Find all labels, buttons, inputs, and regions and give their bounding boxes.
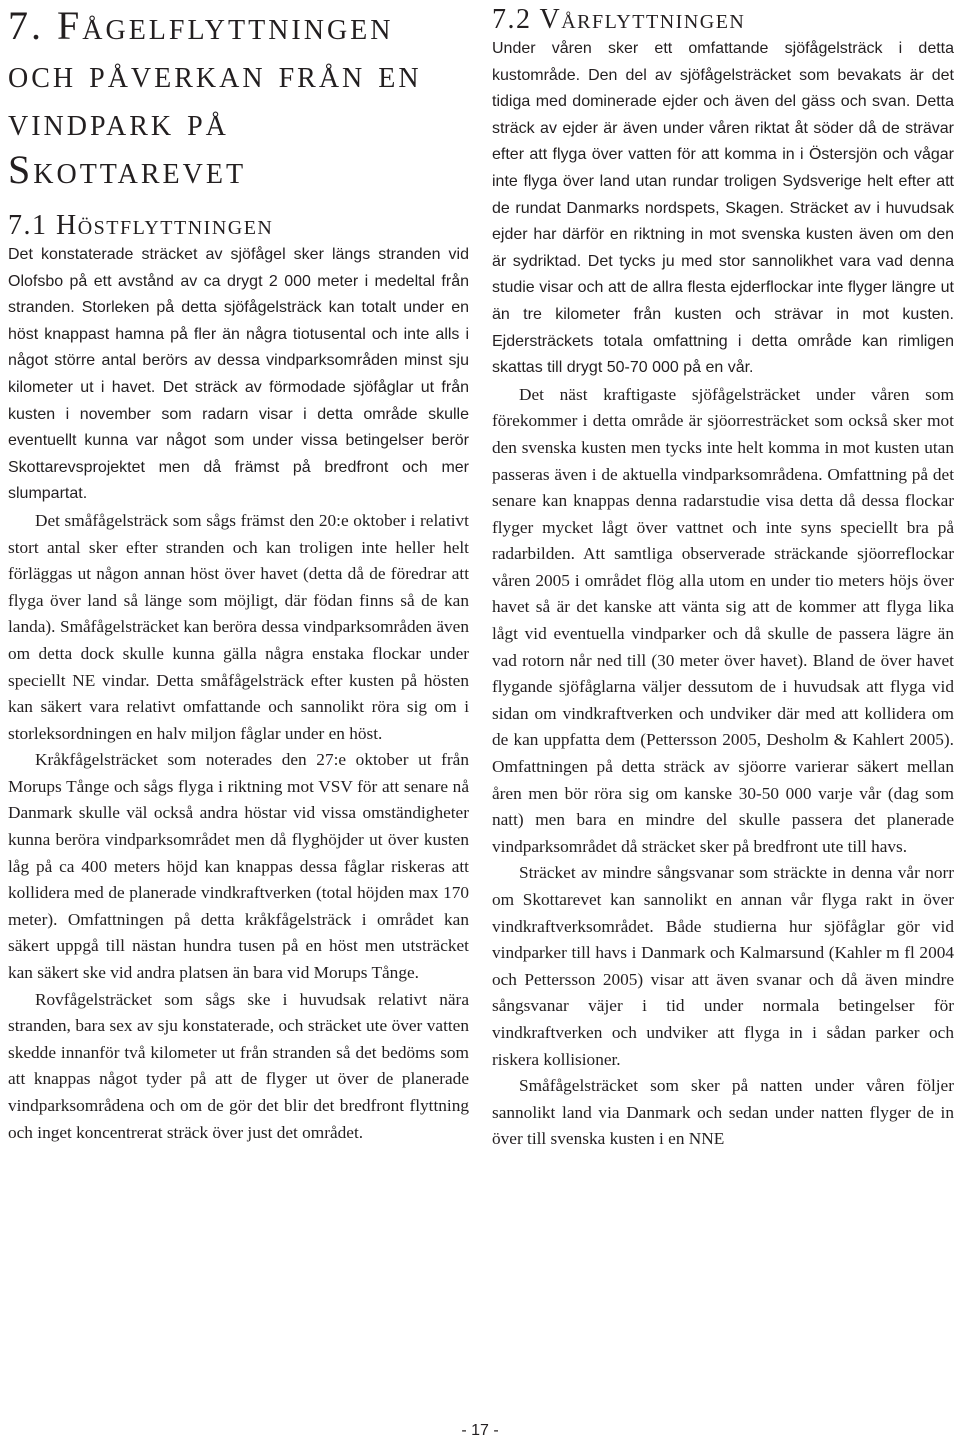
paragraph: Det småfågelsträck som sågs främst den 20:e oktober i relativt stort antal sker efter stranden och kan troligen inte heller helt förläggas ut någon annan höst över havet (detta då de föredrar att flyga över land så länge som möjligt, där födan finns så de kan landa). Småfågelsträcket kan beröra dessa vindparksområden även om detta dock skulle kunna gälla några enstaka flockar under speciellt NE vindar. Detta småfågelsträck efter kusten på hösten kan säkert vara relativt omfattande och sannolikt röra sig om i storleksordningen en halv miljon fåglar under en höst. — [8, 510, 469, 743]
paragraph: Rovfågelsträcket som sågs ske i huvudsak relativt nära stranden, bara sex av sju konstaterade, och sträcket ute över vatten skedde innanför två kilometer ut från stranden så det bedöms som att knappas något tyder på att de flyger ut över de planerade vindparksområdena och om de gör det blir det bredfront flyttning och inget koncentrerat sträck över just det området. — [8, 989, 469, 1142]
paragraph: Sträcket av mindre sångsvanar som sträckte in denna vår norr om Skottarevet kan sannolikt en annan vår flyga rakt in över vindkraftverksområdet. Både studierna hur sjöfåglar gör vid vindparker till havs i Danmark och Kalmarsund (Kahler m fl 2004 och Pettersson 2005) visar att även svanar och då även mindre sångsvanar väjer i tid under normala betingelser för vindkraftverken och undviker att flyga in i sådan parker och riskera kollisioner. — [492, 863, 954, 1069]
paragraph: Det konstaterade sträcket av sjöfågel sker längs stranden vid Olofsbo på ett avstånd av ca drygt 2 000 meter i medeltal från stranden. Storleken på detta sjöfågelsträck kan totalt under en höst knappast hamna på fler än några tiotusental och inte alls i något större antal berörs av dessa vindparksområden minst sju kilometer ut i havet. Det sträck av förmodade sjöfåglar ut från kusten i november som radarn visar i detta område skulle eventuellt kunna var något som under vissa betingelser berör Skottarevsprojektet men då främst på bredfront och mer slumpartat. — [8, 246, 469, 503]
paragraph: Kråkfågelsträcket som noterades den 27:e oktober ut från Morups Tånge och sågs flyga i riktning mot VSV för att senare nå Danmark skulle väl också andra höstar vid vissa omständigheter kunna beröra vindparksområdet men då flyghöjder ut över kusten låg på ca 400 meters höjd kan knappas dessa fåglar riskeras att kollidera med de planerade vindkraftverken (total höjden max 170 meter). Omfattningen på detta kråkfågelsträck i området kan säkert uppgå till nästan hundra tusen på en höst men utsträcket kan säkert ske vid andra platsen än bara vid Morups Tånge. — [8, 750, 469, 983]
section-heading-spring: 7.2 Vårflyttningen — [492, 4, 746, 35]
paragraph: Under våren sker ett omfattande sjöfågelsträck i detta kustområde. Den del av sjöfågelsträcket som bevakats är det tidiga med dominerade ejder och även del gäss och svan. Detta sträck av ejder är även under våren riktat åt söder då de strävar efter att flyga över vatten för att komma in i Östersjön och vågar inte flyga över land utan rundar troligen Sydsverige helt efter att de rundat Danmarks nordspets, Skagen. Sträcket av i huvudsak ejder har därför en riktning in mot svenska kusten även om den är sydriktad. Det tycks ju med stor sannolikhet vara vad denna studie visar och att de allra flesta ejderflockar inte flyger längre ut än tre kilometer från kusten och strävar in mot kusten. Ejdersträckets totala omfattning i detta område kan rimligen skattas till drygt 50-70 000 på en vår. — [492, 40, 954, 377]
page-number: - 17 - — [461, 1422, 499, 1439]
paragraph: Småfågelsträcket som sker på natten under våren följer sannolikt land via Danmark och sedan under natten flyger de in över till svenska kusten i en NNE — [492, 1076, 954, 1149]
right-column — [492, 0, 954, 1153]
section-heading-autumn: 7.1 Höstflyttningen — [8, 210, 274, 241]
paragraph: Det näst kraftigaste sjöfågelsträcket under våren som förekommer i detta område är sjöorresträcket som också sker mot den svenska kusten men tycks inte helt komma in mot kusten utan passeras även i de aktuella vindparksområdena. Omfattning på det senare kan knappas denna radarstudie visa detta då dessa flockar flyger mycket lågt över vattnet och inte syns speciellt bra på radarbilden. Att samtliga observerade sträckande sjöorreflockar våren 2005 i området flög alla utom en under tio meters höjs över havet så är det kanske att vänta sig att de kommer att flyga lika lågt vid eventuella vindparker och då skulle de passera lägre än vad rotorn når ned till (30 meter över havet). Bland de över havet flygande sjöfåglarna väljer dessutom de i huvudsak att flyga vid sidan om vindkraftverken och undviker där med att kollidera om de kan uppfatta dem (Pettersson 2005, Desholm & Kahlert 2005). Omfattningen på detta sträck av sjöorre varierar säkert mellan åren men bör röra sig om kanske 30-50 000 varje vår (dag som natt) men bara en mindre del skulle passera det planerade vindparksområdet då sträcket sker på bredfront ute till havs. — [492, 384, 954, 856]
left-column — [8, 0, 469, 1146]
chapter-title: 7. Fågelflyttningen och påverkan från en vindpark på Skottarevet — [8, 3, 422, 192]
